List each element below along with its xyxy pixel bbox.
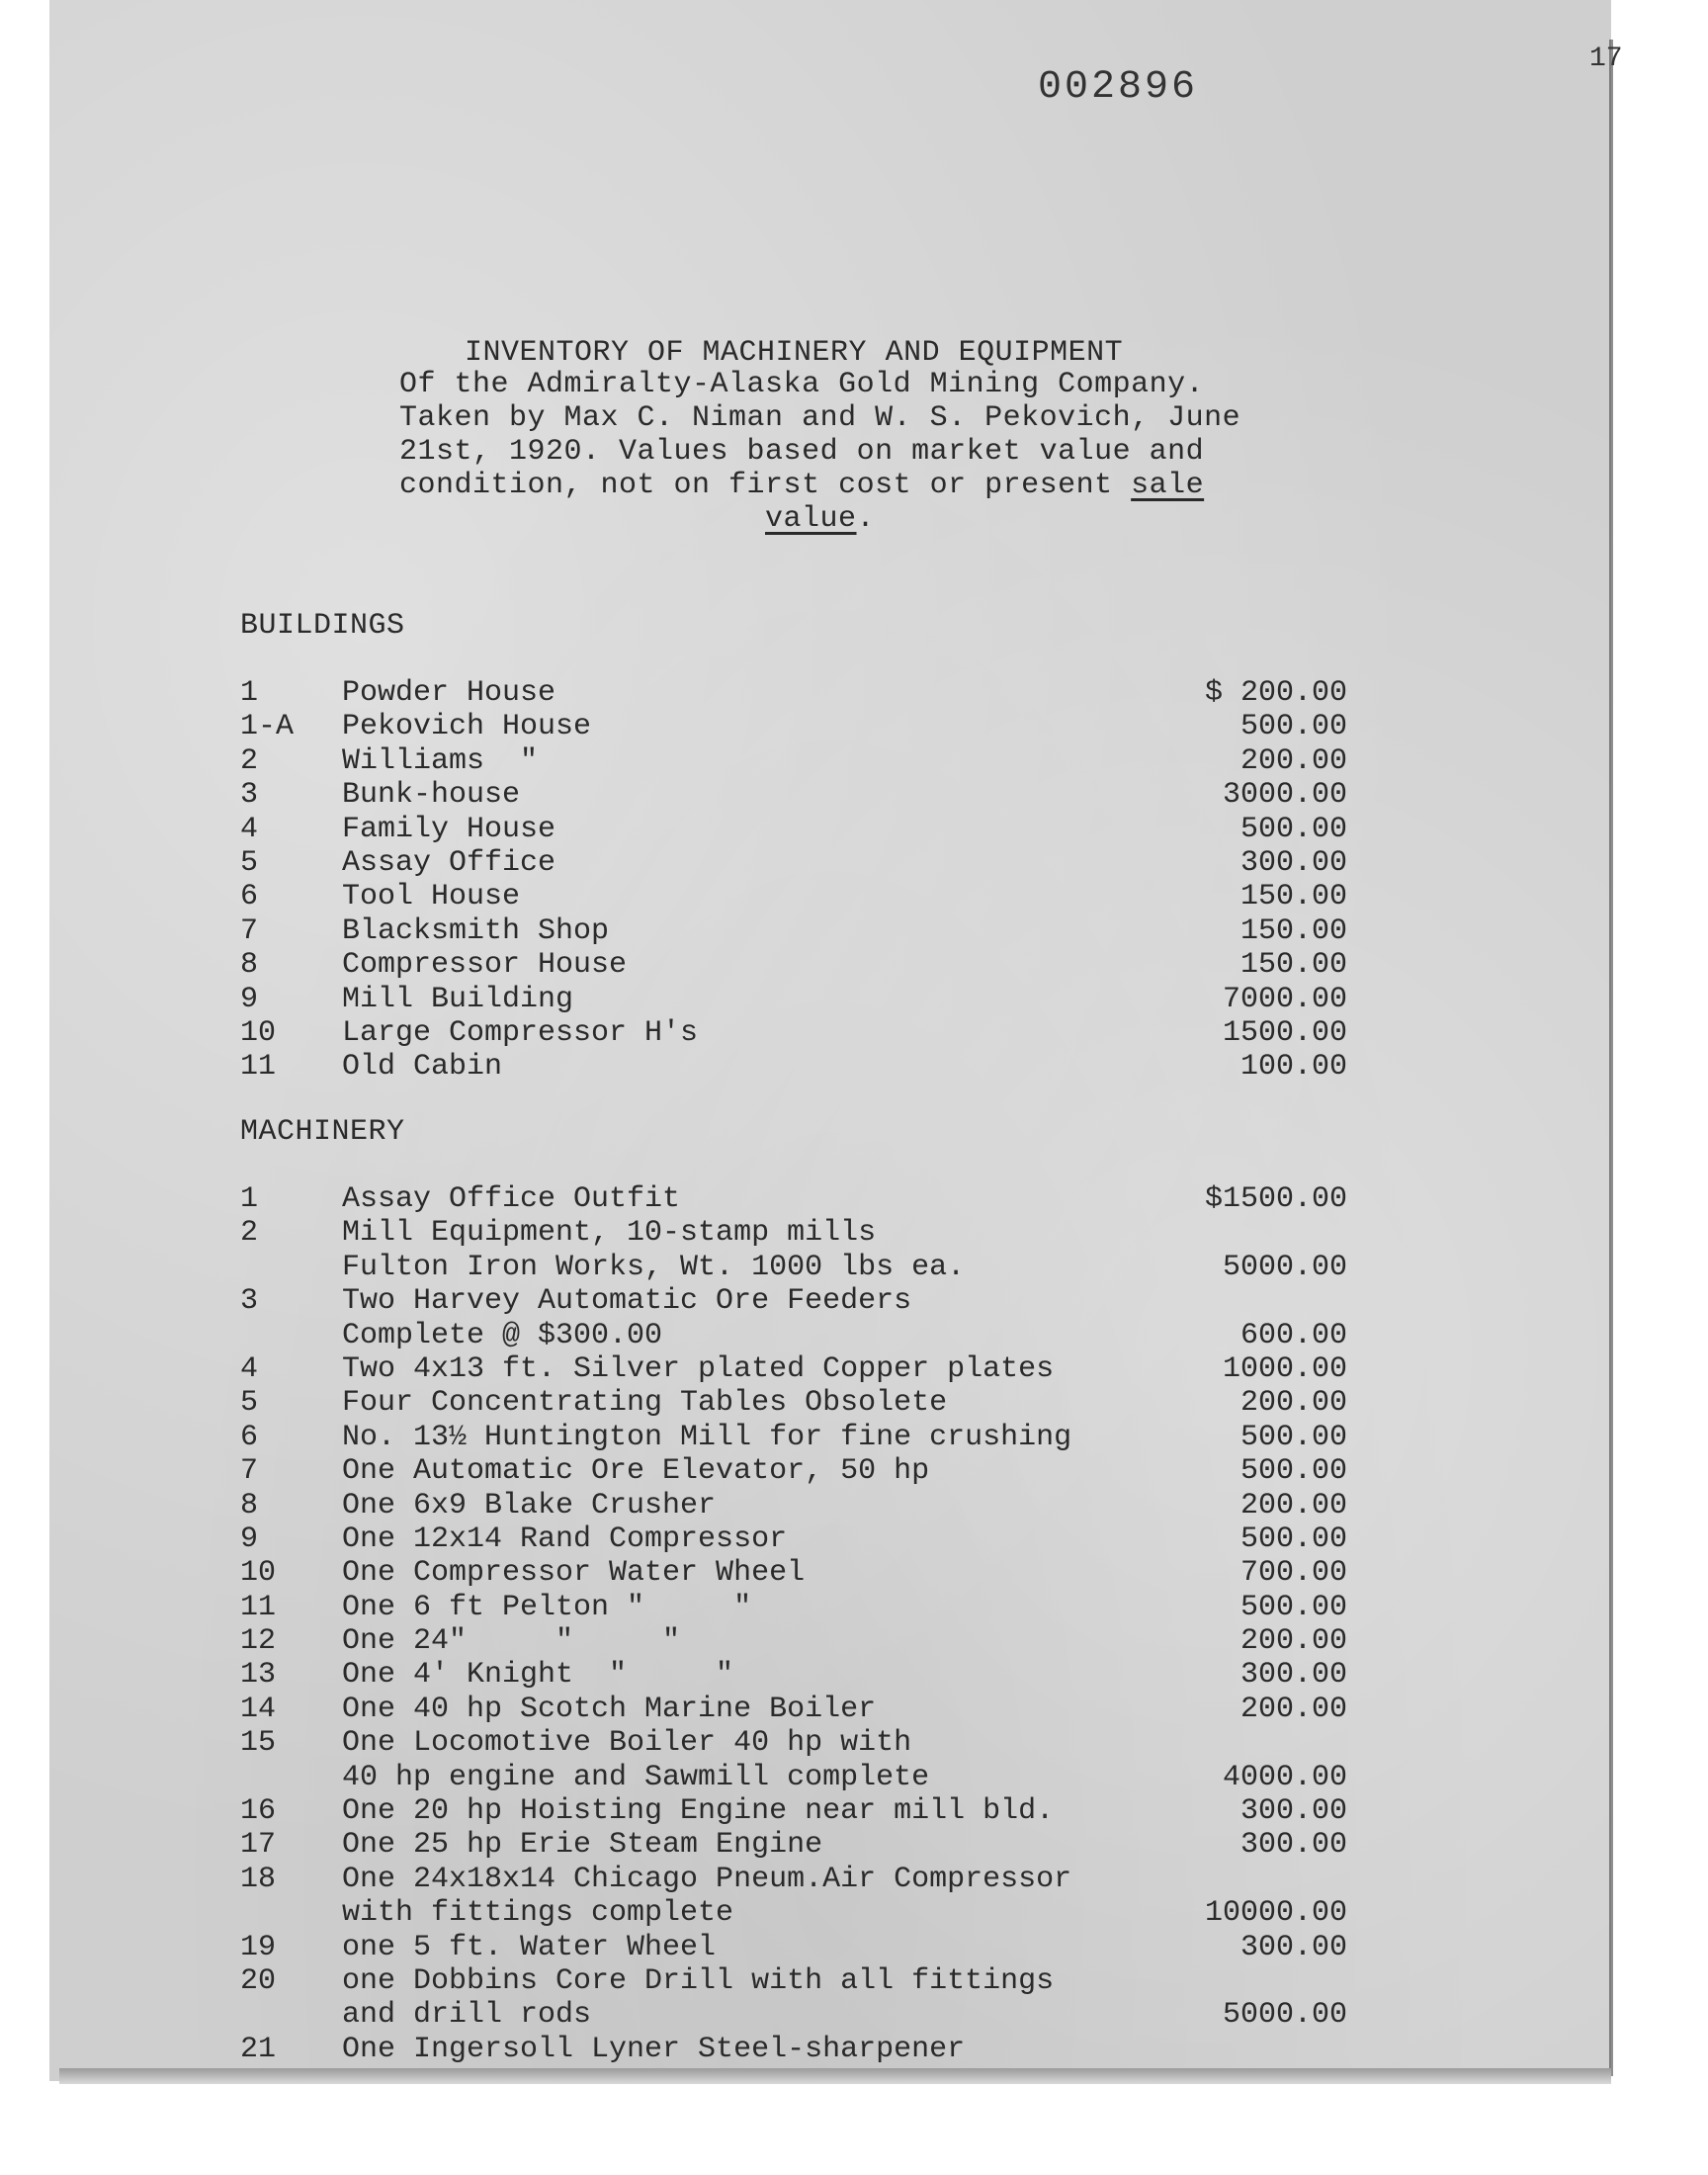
item-amount: 5000.00 (1222, 1998, 1347, 2033)
item-number: 7 (240, 1454, 259, 1489)
item-description: Blacksmith Shop (342, 914, 610, 948)
intro-paragraph (399, 368, 1348, 536)
item-description: Family House (342, 812, 556, 846)
item-number: 5 (240, 845, 259, 880)
underlined-sale: sale (1131, 469, 1205, 502)
item-amount: 300.00 (1239, 1828, 1347, 1863)
item-amount: 200.00 (1239, 1624, 1347, 1659)
buildings-list (240, 676, 1347, 1085)
machinery-heading: MACHINERY (240, 1115, 405, 1149)
item-amount: 300.00 (1239, 845, 1347, 880)
item-number: 3 (240, 778, 259, 813)
buildings-heading: BUILDINGS (240, 609, 405, 643)
machinery-row (240, 1251, 1347, 1284)
buildings-row (240, 846, 1347, 880)
buildings-row (240, 880, 1347, 914)
intro-line-5-end: . (856, 502, 876, 536)
buildings-row (240, 710, 1347, 743)
intro-line-1: Of the Admiralty-Alaska Gold Mining Company. (399, 368, 1205, 401)
item-description: Large Compressor H's (342, 1015, 699, 1050)
machinery-row (240, 1352, 1347, 1386)
item-amount: 3000.00 (1222, 778, 1347, 813)
item-description: One 12x14 Rand Compressor (342, 1522, 788, 1556)
item-description: Assay Office (342, 845, 556, 880)
item-description: Powder House (342, 676, 556, 710)
machinery-row (240, 1182, 1347, 1216)
item-description: one Dobbins Core Drill with all fittings (342, 1963, 1055, 1998)
item-number: 21 (240, 2032, 277, 2066)
item-description: One Ingersoll Lyner Steel-sharpener (342, 2032, 966, 2066)
item-description: One Locomotive Boiler 40 hp with (342, 1726, 912, 1761)
item-amount: 4000.00 (1222, 1760, 1347, 1794)
item-amount: 700.00 (1239, 1556, 1347, 1591)
machinery-row (240, 1828, 1347, 1862)
item-description: One 40 hp Scotch Marine Boiler (342, 1692, 877, 1726)
machinery-row (240, 1726, 1347, 1760)
item-description: Mill Building (342, 982, 574, 1016)
machinery-row (240, 1863, 1347, 1896)
item-amount: $ 200.00 (1204, 676, 1347, 710)
document-title: INVENTORY OF MACHINERY AND EQUIPMENT (465, 336, 1124, 370)
item-amount: 500.00 (1239, 1454, 1347, 1489)
buildings-row (240, 983, 1347, 1016)
item-number: 18 (240, 1862, 277, 1896)
machinery-row (240, 1931, 1347, 1964)
item-description: Complete @ $300.00 (342, 1318, 663, 1352)
underlined-value: value (765, 502, 857, 536)
machinery-row (240, 1693, 1347, 1726)
item-amount: 200.00 (1239, 1386, 1347, 1421)
machinery-row (240, 1454, 1347, 1488)
item-number: 10 (240, 1015, 277, 1050)
buildings-row (240, 1050, 1347, 1084)
item-amount: 150.00 (1239, 914, 1347, 948)
item-amount: 10000.00 (1204, 1896, 1347, 1931)
item-amount: 200.00 (1239, 743, 1347, 778)
item-number: 11 (240, 1050, 277, 1085)
item-description: One 25 hp Erie Steam Engine (342, 1828, 823, 1863)
machinery-row (240, 1284, 1347, 1318)
intro-line-3: 21st, 1920. Values based on market value and (399, 435, 1205, 469)
machinery-row (240, 1319, 1347, 1352)
item-description: with fittings complete (342, 1896, 734, 1931)
item-description: Bunk-house (342, 778, 521, 813)
item-number: 4 (240, 1351, 259, 1386)
item-amount: 7000.00 (1222, 982, 1347, 1016)
item-number: 1-A (240, 710, 295, 744)
item-description: One 24" " " (342, 1624, 681, 1659)
item-description: and drill rods (342, 1998, 592, 2033)
item-number: 12 (240, 1624, 277, 1659)
item-number: 11 (240, 1590, 277, 1624)
item-amount: 200.00 (1239, 1692, 1347, 1726)
item-amount: 200.00 (1239, 1488, 1347, 1522)
machinery-row (240, 1522, 1347, 1556)
item-number: 14 (240, 1692, 277, 1726)
item-amount: 5000.00 (1222, 1250, 1347, 1284)
machinery-row (240, 1964, 1347, 1998)
item-amount: 1000.00 (1222, 1351, 1347, 1386)
item-description: Mill Equipment, 10-stamp mills (342, 1216, 877, 1251)
item-amount: 500.00 (1239, 1522, 1347, 1556)
machinery-row (240, 1761, 1347, 1794)
item-description: Fulton Iron Works, Wt. 1000 lbs ea. (342, 1250, 966, 1284)
item-number: 10 (240, 1556, 277, 1591)
page-edge-shadow (1609, 40, 1613, 2076)
item-number: 3 (240, 1284, 259, 1319)
intro-line-2: Taken by Max C. Niman and W. S. Pekovich, June (399, 401, 1241, 435)
item-number: 9 (240, 1522, 259, 1556)
item-description: Old Cabin (342, 1050, 503, 1085)
machinery-row (240, 1591, 1347, 1624)
machinery-row (240, 1998, 1347, 2032)
item-description: One 6x9 Blake Crusher (342, 1488, 717, 1522)
buildings-row (240, 676, 1347, 710)
machinery-row (240, 1421, 1347, 1454)
item-number: 6 (240, 880, 259, 914)
machinery-row (240, 1794, 1347, 1828)
machinery-row (240, 1896, 1347, 1930)
item-description: Two Harvey Automatic Ore Feeders (342, 1284, 912, 1319)
buildings-row (240, 914, 1347, 948)
item-number: 1 (240, 1182, 259, 1216)
item-description: Williams " (342, 743, 539, 778)
item-description: One 24x18x14 Chicago Pneum.Air Compressor (342, 1862, 1072, 1896)
machinery-row (240, 1216, 1347, 1250)
machinery-row (240, 1489, 1347, 1522)
item-description: One 6 ft Pelton " " (342, 1590, 752, 1624)
item-number: 16 (240, 1794, 277, 1829)
item-amount: 1500.00 (1222, 1015, 1347, 1050)
item-amount: 150.00 (1239, 880, 1347, 914)
item-number: 20 (240, 1963, 277, 1998)
item-description: Two 4x13 ft. Silver plated Copper plates (342, 1351, 1055, 1386)
item-description: Compressor House (342, 948, 628, 983)
intro-line-4 (399, 469, 1348, 502)
machinery-row (240, 1556, 1347, 1590)
item-number: 8 (240, 1488, 259, 1522)
item-number: 19 (240, 1930, 277, 1964)
item-description: One Compressor Water Wheel (342, 1556, 806, 1591)
item-amount: $1500.00 (1204, 1182, 1347, 1216)
item-amount: 300.00 (1239, 1794, 1347, 1829)
item-amount: 600.00 (1239, 1318, 1347, 1352)
intro-line-5 (399, 502, 1348, 536)
buildings-row (240, 744, 1347, 778)
item-description: No. 13½ Huntington Mill for fine crushing (342, 1420, 1072, 1454)
item-number: 1 (240, 676, 259, 710)
machinery-row (240, 1658, 1347, 1692)
page-number: 17 (1589, 44, 1623, 74)
item-description: One 4' Knight " " (342, 1658, 734, 1693)
buildings-row (240, 778, 1347, 812)
item-number: 9 (240, 982, 259, 1016)
item-amount: 150.00 (1239, 948, 1347, 983)
item-number: 6 (240, 1420, 259, 1454)
item-description: 40 hp engine and Sawmill complete (342, 1760, 930, 1794)
item-amount: 500.00 (1239, 812, 1347, 846)
item-description: One Automatic Ore Elevator, 50 hp (342, 1454, 930, 1489)
machinery-row (240, 2033, 1347, 2066)
item-amount: 100.00 (1239, 1050, 1347, 1085)
buildings-row (240, 813, 1347, 846)
item-description: Assay Office Outfit (342, 1182, 681, 1216)
item-description: one 5 ft. Water Wheel (342, 1930, 717, 1964)
machinery-row (240, 1624, 1347, 1658)
item-number: 5 (240, 1386, 259, 1421)
item-amount: 500.00 (1239, 1420, 1347, 1454)
item-number: 17 (240, 1828, 277, 1863)
item-amount: 500.00 (1239, 1590, 1347, 1624)
item-amount: 500.00 (1239, 710, 1347, 744)
item-number: 2 (240, 1216, 259, 1251)
intro-line-4-text: condition, not on first cost or present (399, 469, 1132, 502)
item-number: 2 (240, 743, 259, 778)
page-bottom-edge (59, 2068, 1611, 2084)
buildings-row (240, 1016, 1347, 1050)
machinery-list (240, 1182, 1347, 2066)
machinery-row (240, 1386, 1347, 1420)
buildings-row (240, 948, 1347, 982)
item-description: One 20 hp Hoisting Engine near mill bld. (342, 1794, 1055, 1829)
item-number: 7 (240, 914, 259, 948)
document-number: 002896 (1038, 65, 1199, 110)
item-number: 13 (240, 1658, 277, 1693)
item-amount: 300.00 (1239, 1930, 1347, 1964)
item-description: Pekovich House (342, 710, 592, 744)
item-number: 4 (240, 812, 259, 846)
item-description: Tool House (342, 880, 521, 914)
item-number: 15 (240, 1726, 277, 1761)
item-number: 8 (240, 948, 259, 983)
item-description: Four Concentrating Tables Obsolete (342, 1386, 948, 1421)
item-amount: 300.00 (1239, 1658, 1347, 1693)
